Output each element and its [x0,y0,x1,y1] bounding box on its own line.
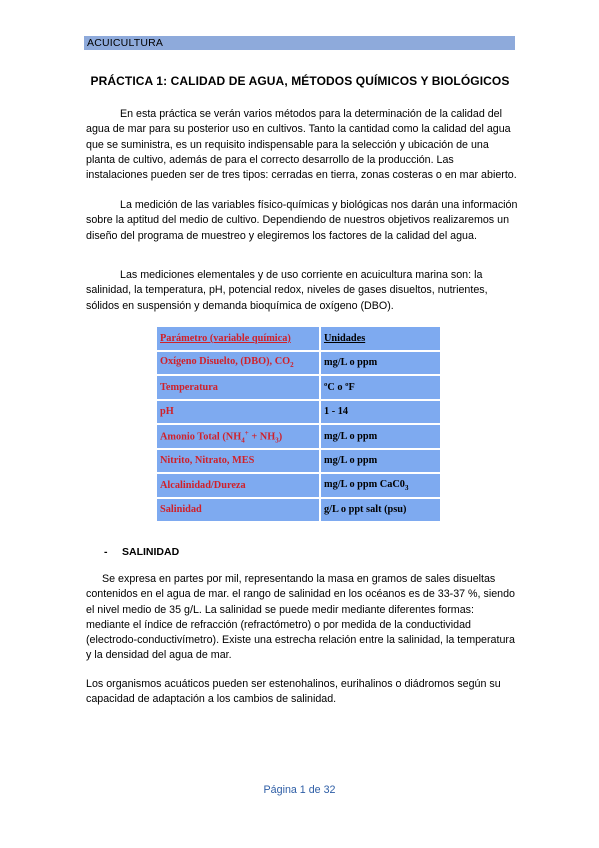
parameters-table [155,325,442,523]
paragraph-salinity: Se expresa en partes por mil, representando la masa en gramos de sales disueltas contenidos en el agua de mar. el rango de salinidad en los océanos es de 33-37 %, siendo el nivel medio de 35 g/L. La salinidad se puede medir mediante diferentes formas: mediante el índice de refracción (refractómetro) o por medida de la conductividad (electrodo-conductivímetro). Existe una estrecha relación entre la salinidad, la temperatura y la densidad del agua de mar. [86,573,515,662]
table-cell-unit: mg/L o ppm [321,450,440,473]
table-cell-param: Alcalinidad/Dureza [157,474,319,497]
table-cell-param: Temperatura [157,376,319,399]
table-cell-unit: 1 - 14 [321,401,440,424]
paragraph-intro: En esta práctica se verán varios métodos para la determinación de la calidad del agua de mar para su posterior uso en cultivos. Tanto la cantidad como la calidad del agua que se suministra, es un requisito indispensable para la selección y ubicación de una planta de cultivo, además de para el correcto desarrollo de la producción. Las instalaciones pueden ser de tres tipos: cerradas en tierra, zonas costeras o en mar abierto. [86,108,517,182]
list-dash: - [104,546,108,558]
table-cell-unit: mg/L o ppm $CaC0_3$ [321,474,440,497]
running-header [84,36,515,50]
paragraph-organisms: Los organismos acuáticos pueden ser estenohalinos, eurihalinos o diádromos según su capacidad de adaptación a los cambios de salinidad. [86,678,501,706]
page-title: PRÁCTICA 1: CALIDAD DE AGUA, MÉTODOS QUÍMICOS Y BIOLÓGICOS [90,74,510,88]
table-header-row [157,327,440,350]
table-row [157,376,440,399]
table-cell-unit: mg/L o ppm [321,352,440,375]
paragraph-basic-measurements: Las mediciones elementales y de uso corriente en acuicultura marina son: la salinidad, la temperatura, pH, potencial redox, niveles de gases disueltos, nutrientes, sólidos en suspensión y demanda bioquímica de oxígeno (DBO). [86,269,488,312]
table-row [157,425,440,448]
table-cell-param: Salinidad [157,499,319,522]
table-row [157,352,440,375]
table-cell-param: pH [157,401,319,424]
table-cell-param: Nitrito, Nitrato, MES [157,450,319,473]
header-title: ACUICULTURA [87,37,164,49]
table-row [157,499,440,522]
page-number: Página 1 de 32 [263,784,336,796]
section-heading-salinidad [104,546,179,558]
table-header-unit: Unidades [321,327,440,350]
section-label: SALINIDAD [122,546,180,558]
table-cell-unit: ºC o ºF [321,376,440,399]
table-cell-unit: mg/L o ppm [321,425,440,448]
table-row [157,474,440,497]
paragraph-measurement: La medición de las variables físico-químicas y biológicas nos darán una información sobre la aptitud del medio de cultivo. Dependiendo de nuestros objetivos realizaremos un diseño del programa de muestreo y elegiremos los factores de la calidad del agua. [86,199,518,242]
table-cell-param: Amonio Total $(NH_4^+ + NH_3)$ [157,425,319,448]
table-row [157,401,440,424]
table-cell-param: Oxígeno Disuelto, (DBO), $CO_2$ [157,352,319,375]
table-row [157,450,440,473]
table-header-param: Parámetro (variable química) [157,327,319,350]
table-cell-unit: g/L o ppt salt (psu) [321,499,440,522]
